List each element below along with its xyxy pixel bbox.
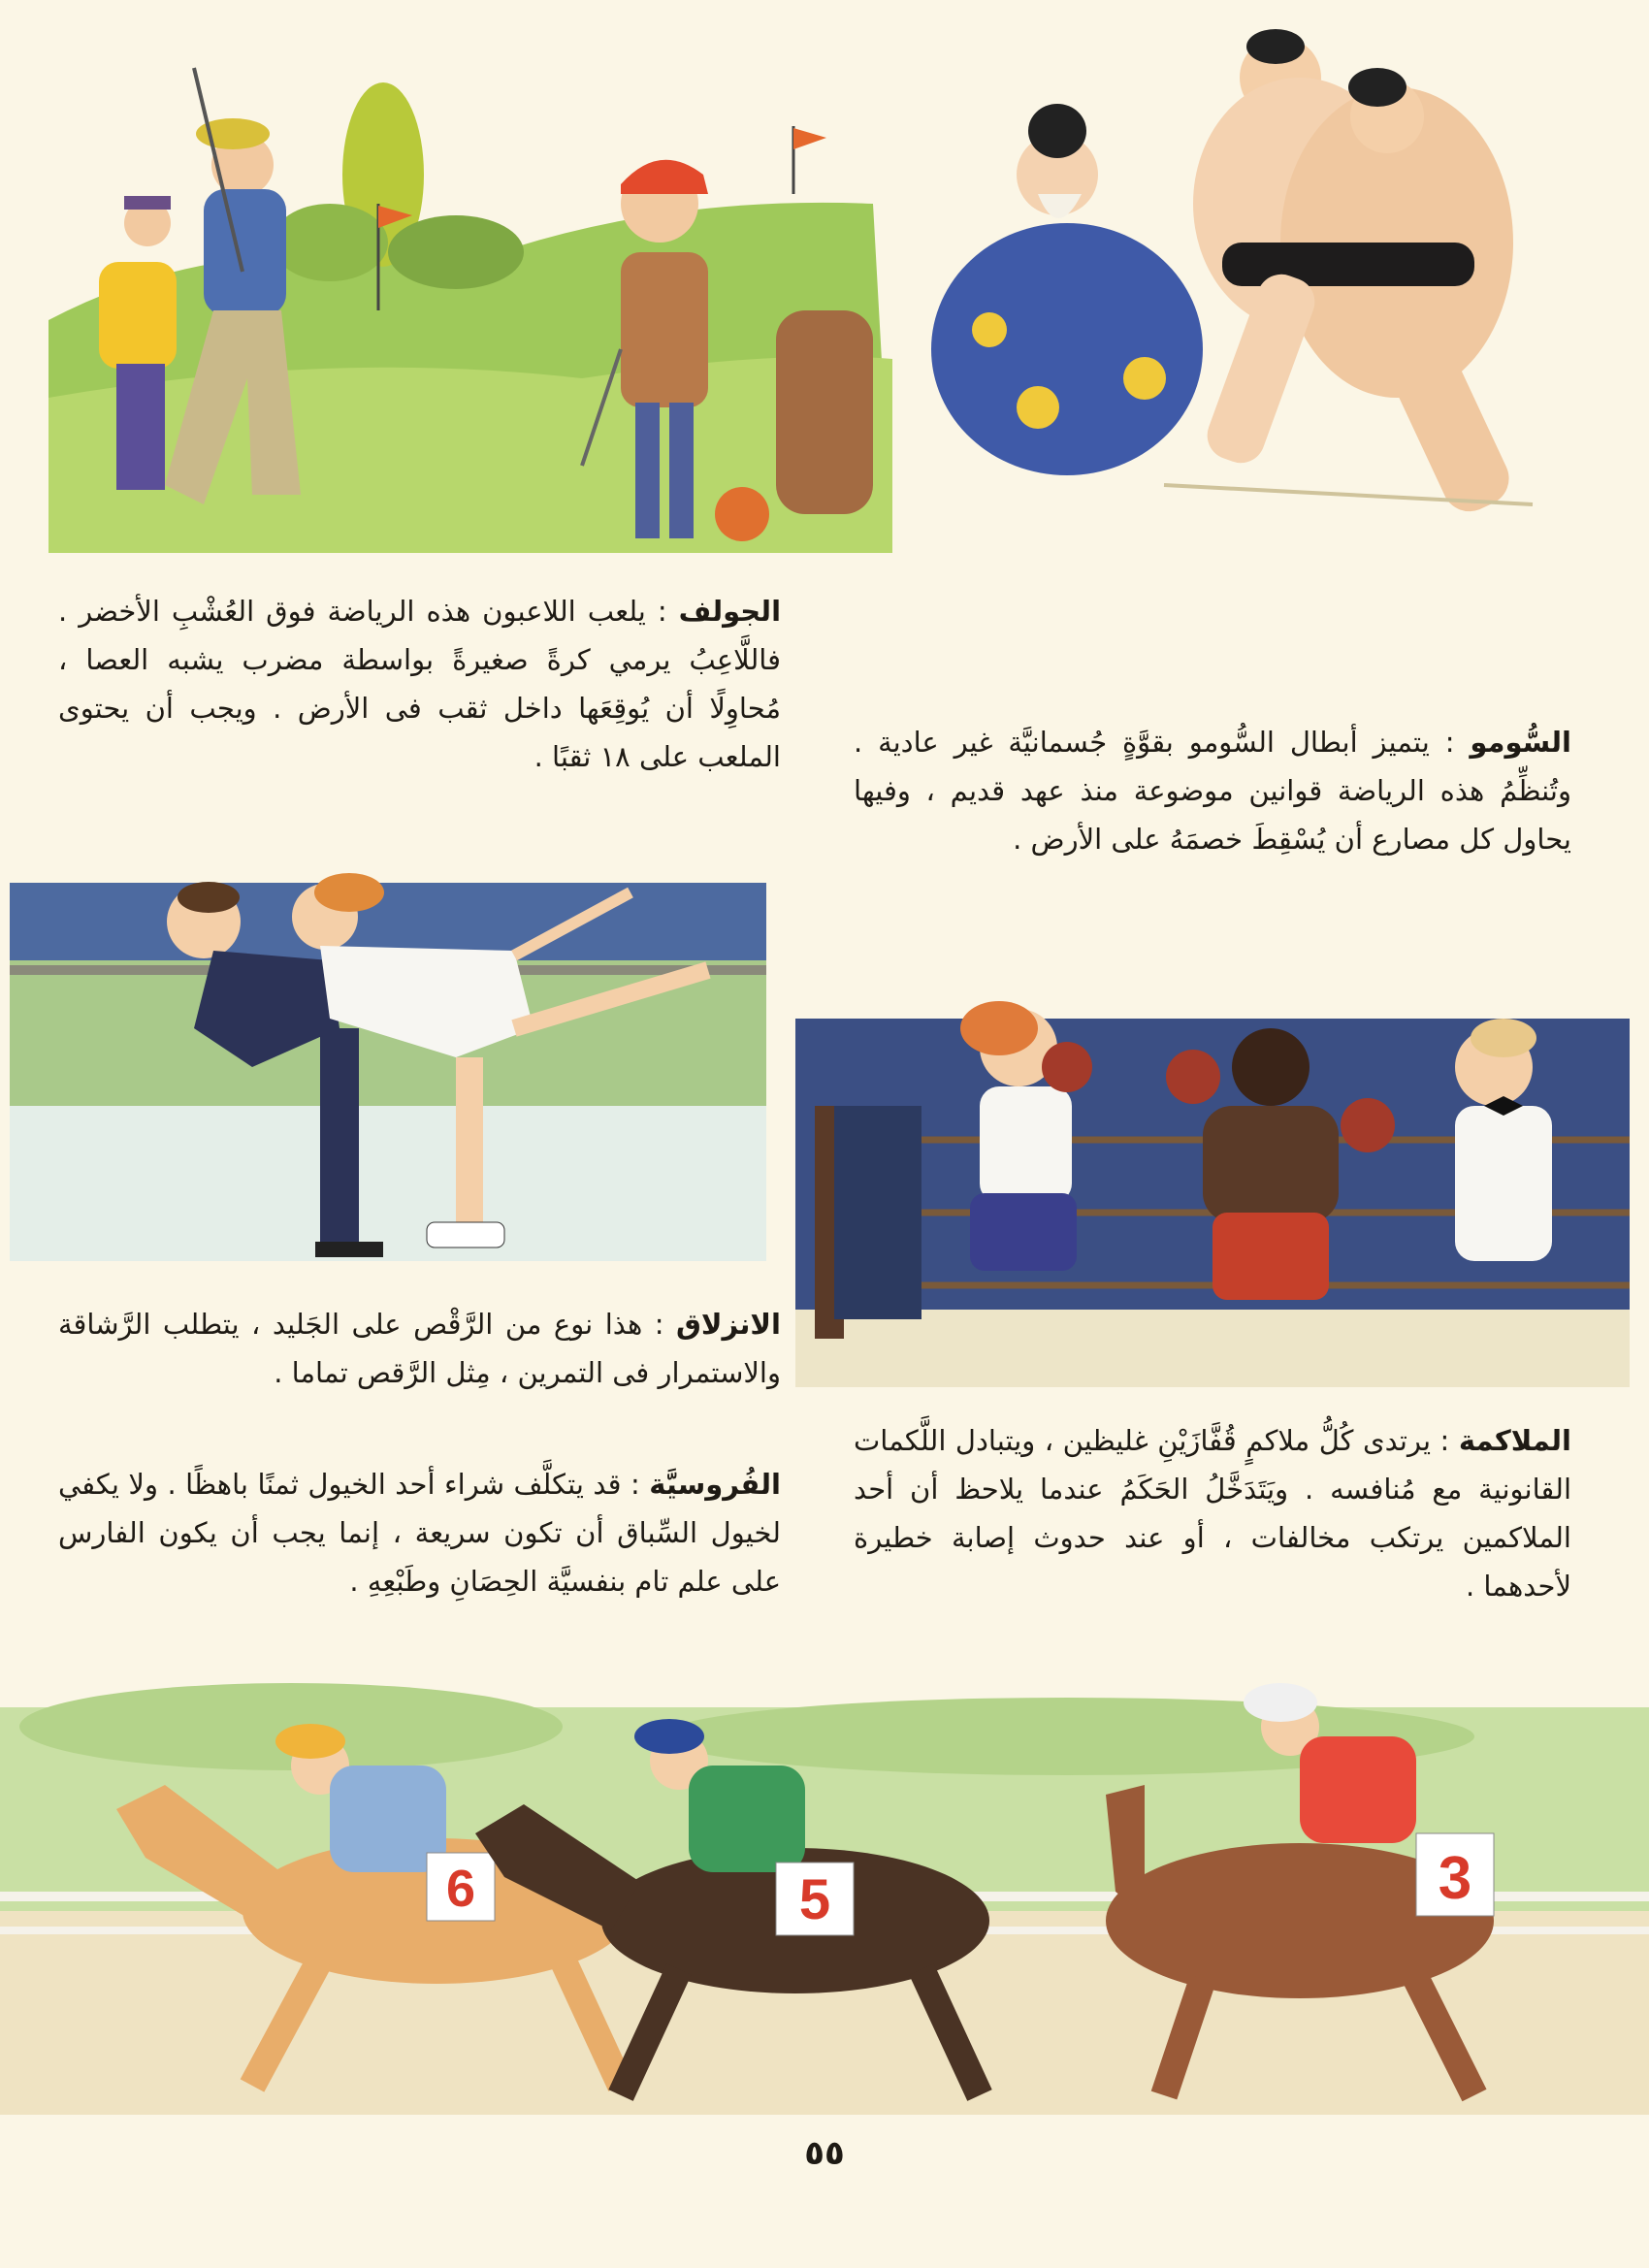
skating-paragraph — [58, 1300, 781, 1397]
golf-term: الجولف — [678, 595, 782, 628]
skating-text: هذا نوع من الرَّقْص على الجَليد ، يتطلب الرَّشاقة والاستمرار فى التمرين ، مِثل الرَّقص تماما . — [58, 1308, 781, 1389]
horse-racing-term: الفُروسيَّة — [649, 1468, 781, 1501]
horse-racing-text: قد يتكلَّف شراء أحد الخيول ثمنًا باهظًا . ولا يكفي لخيول السِّباق أن تكون سريعة ، إنما يجب أن يكون الفارس على علم تام بنفسيَّة الحِصَانِ وطَبْعِهِ . — [58, 1468, 781, 1598]
golf-paragraph — [58, 587, 781, 781]
page-number: ٥٥ — [804, 2134, 845, 2173]
boxing-illustration — [795, 960, 1630, 1397]
boxing-term: الملاكمة — [1458, 1424, 1571, 1457]
sumo-term: السُّومو — [1470, 726, 1571, 759]
sumo-illustration — [931, 19, 1610, 534]
boxing-paragraph — [854, 1416, 1571, 1610]
saddle-number-6: 6 — [445, 1860, 476, 1918]
horse-racing-paragraph — [58, 1460, 781, 1605]
horse-racing-illustration — [0, 1669, 1649, 2124]
sumo-paragraph — [854, 718, 1571, 863]
sumo-separator: : — [1429, 726, 1471, 759]
golf-separator: : — [645, 595, 679, 628]
saddle-number-5: 5 — [798, 1868, 831, 1931]
golf-text: يلعب اللاعبون هذه الرياضة فوق العُشْبِ الأخضر . فاللَّاعِبُ يرمي كرةً صغيرةً بواسطة مضرب يشبه العصا ، مُحاوِلًا أن يُوقِعَها داخل ثقب فى الأرض . ويجب أن يحتوى الملعب على ١٨ ثقبًا . — [58, 595, 781, 773]
sumo-text: يتميز أبطال السُّومو بقوَّةٍ جُسمانيَّة غير عادية . وتُنظِّمُ هذه الرياضة قوانين موضوعة منذ عهد قديم ، وفيها يحاول كل مصارع أن يُسْقِطَ خصمَهُ على الأرض . — [854, 726, 1571, 856]
golf-illustration — [39, 29, 912, 572]
horse-racing-separator: : — [621, 1468, 650, 1501]
saddle-number-3: 3 — [1438, 1845, 1472, 1912]
skating-term: الانزلاق — [675, 1308, 781, 1341]
skating-separator: : — [642, 1308, 676, 1341]
boxing-text: يرتدى كُلُّ ملاكمٍ قُفَّازَيْنِ غليظين ، ويتبادل اللَّكمات القانونية مع مُنافسه . ويَتَدَخَّلُ الحَكَمُ عندما يلاحظ أن أحد الملاكمين يرتكب مخالفات ، أو عند حدوث إصابة خطيرة لأحدهما . — [854, 1424, 1571, 1603]
boxing-separator: : — [1431, 1424, 1459, 1457]
skating-illustration — [10, 863, 766, 1271]
